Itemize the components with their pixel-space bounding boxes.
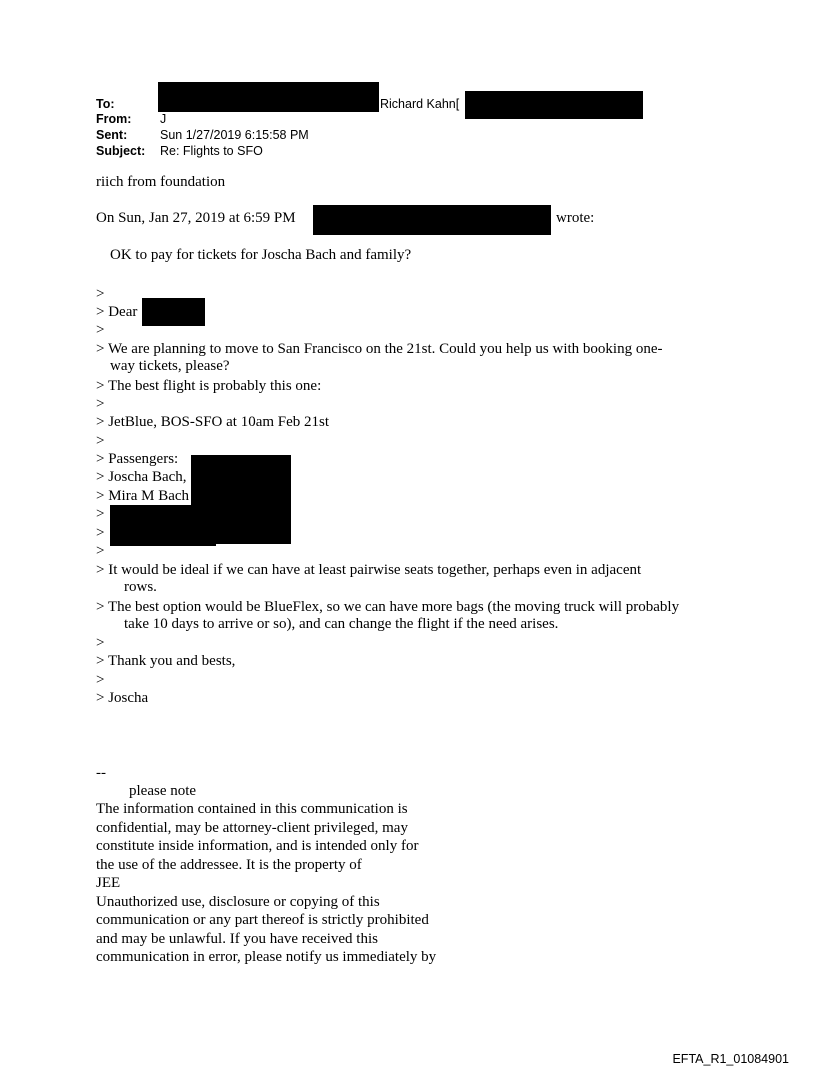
quote-marker: > — [96, 322, 105, 338]
quote-joscha-bach: > Joscha Bach, — [96, 469, 187, 485]
to-label: To: — [96, 97, 115, 111]
subject-value: Re: Flights to SFO — [160, 144, 263, 158]
quote-jetblue: > JetBlue, BOS-SFO at 10am Feb 21st — [96, 414, 330, 430]
on-date-prefix: On Sun, Jan 27, 2019 at 6:59 PM — [96, 210, 296, 226]
from-value: J — [160, 112, 167, 126]
quote-option-line2: take 10 days to arrive or so), and can change the flight if the need arises. — [124, 616, 559, 632]
disclaimer-line: JEE — [96, 875, 121, 891]
redaction-to-1 — [158, 82, 379, 112]
quote-ideal-line1: > It would be ideal if we can have at least pairwise seats together, perhaps even in adjacent — [96, 562, 642, 578]
quote-marker: > — [96, 525, 105, 541]
quote-marker: > — [96, 672, 105, 688]
redaction-passengers-lower — [110, 505, 216, 546]
quote-ideal-line2: rows. — [124, 579, 157, 595]
sent-label: Sent: — [96, 128, 128, 142]
quote-signature: > Joscha — [96, 690, 149, 706]
disclaimer-line: confidential, may be attorney-client privileged, may — [96, 820, 408, 836]
document-id: EFTA_R1_01084901 — [672, 1052, 789, 1066]
to-value: Richard Kahn[ — [380, 97, 460, 111]
from-label: From: — [96, 112, 132, 126]
quote-thanks: > Thank you and bests, — [96, 653, 236, 669]
disclaimer-line: constitute inside information, and is intended only for — [96, 838, 419, 854]
redaction-to-2 — [465, 91, 643, 119]
disclaimer-line: The information contained in this communication is — [96, 801, 408, 817]
disclaimer-line: and may be unlawful. If you have received this — [96, 931, 378, 947]
sent-value: Sun 1/27/2019 6:15:58 PM — [160, 128, 309, 142]
redaction-sender — [313, 205, 551, 235]
quote-dear: > Dear — [96, 304, 138, 320]
disclaimer-line: the use of the addressee. It is the property of — [96, 857, 362, 873]
quote-passengers: > Passengers: — [96, 451, 179, 467]
disclaimer-line: Unauthorized use, disclosure or copying of this — [96, 894, 380, 910]
quote-planning-line2: way tickets, please? — [110, 358, 230, 374]
signature-dashes: -- — [96, 765, 106, 781]
subject-label: Subject: — [96, 144, 146, 158]
quote-planning-line1: > We are planning to move to San Francisco on the 21st. Could you help us with booking one- — [96, 341, 663, 357]
quote-marker: > — [96, 543, 105, 559]
quote-marker: > — [96, 506, 105, 522]
quote-marker: > — [96, 433, 105, 449]
quote-marker: > — [96, 635, 105, 651]
disclaimer-line: communication or any part thereof is strictly prohibited — [96, 912, 429, 928]
on-date-suffix: wrote: — [556, 210, 595, 226]
quote-best-flight: > The best flight is probably this one: — [96, 378, 322, 394]
disclaimer-please-note: please note — [129, 783, 197, 799]
question-line: OK to pay for tickets for Joscha Bach and family? — [110, 247, 412, 263]
redaction-dear-name — [142, 298, 205, 326]
reply-line: riich from foundation — [96, 174, 226, 190]
disclaimer-line: communication in error, please notify us immediately by — [96, 949, 437, 965]
quote-marker: > — [96, 396, 105, 412]
quote-marker: > — [96, 286, 105, 302]
quote-mira-bach: > Mira M Bach — [96, 488, 190, 504]
quote-option-line1: > The best option would be BlueFlex, so we can have more bags (the moving truck will probably — [96, 599, 680, 615]
